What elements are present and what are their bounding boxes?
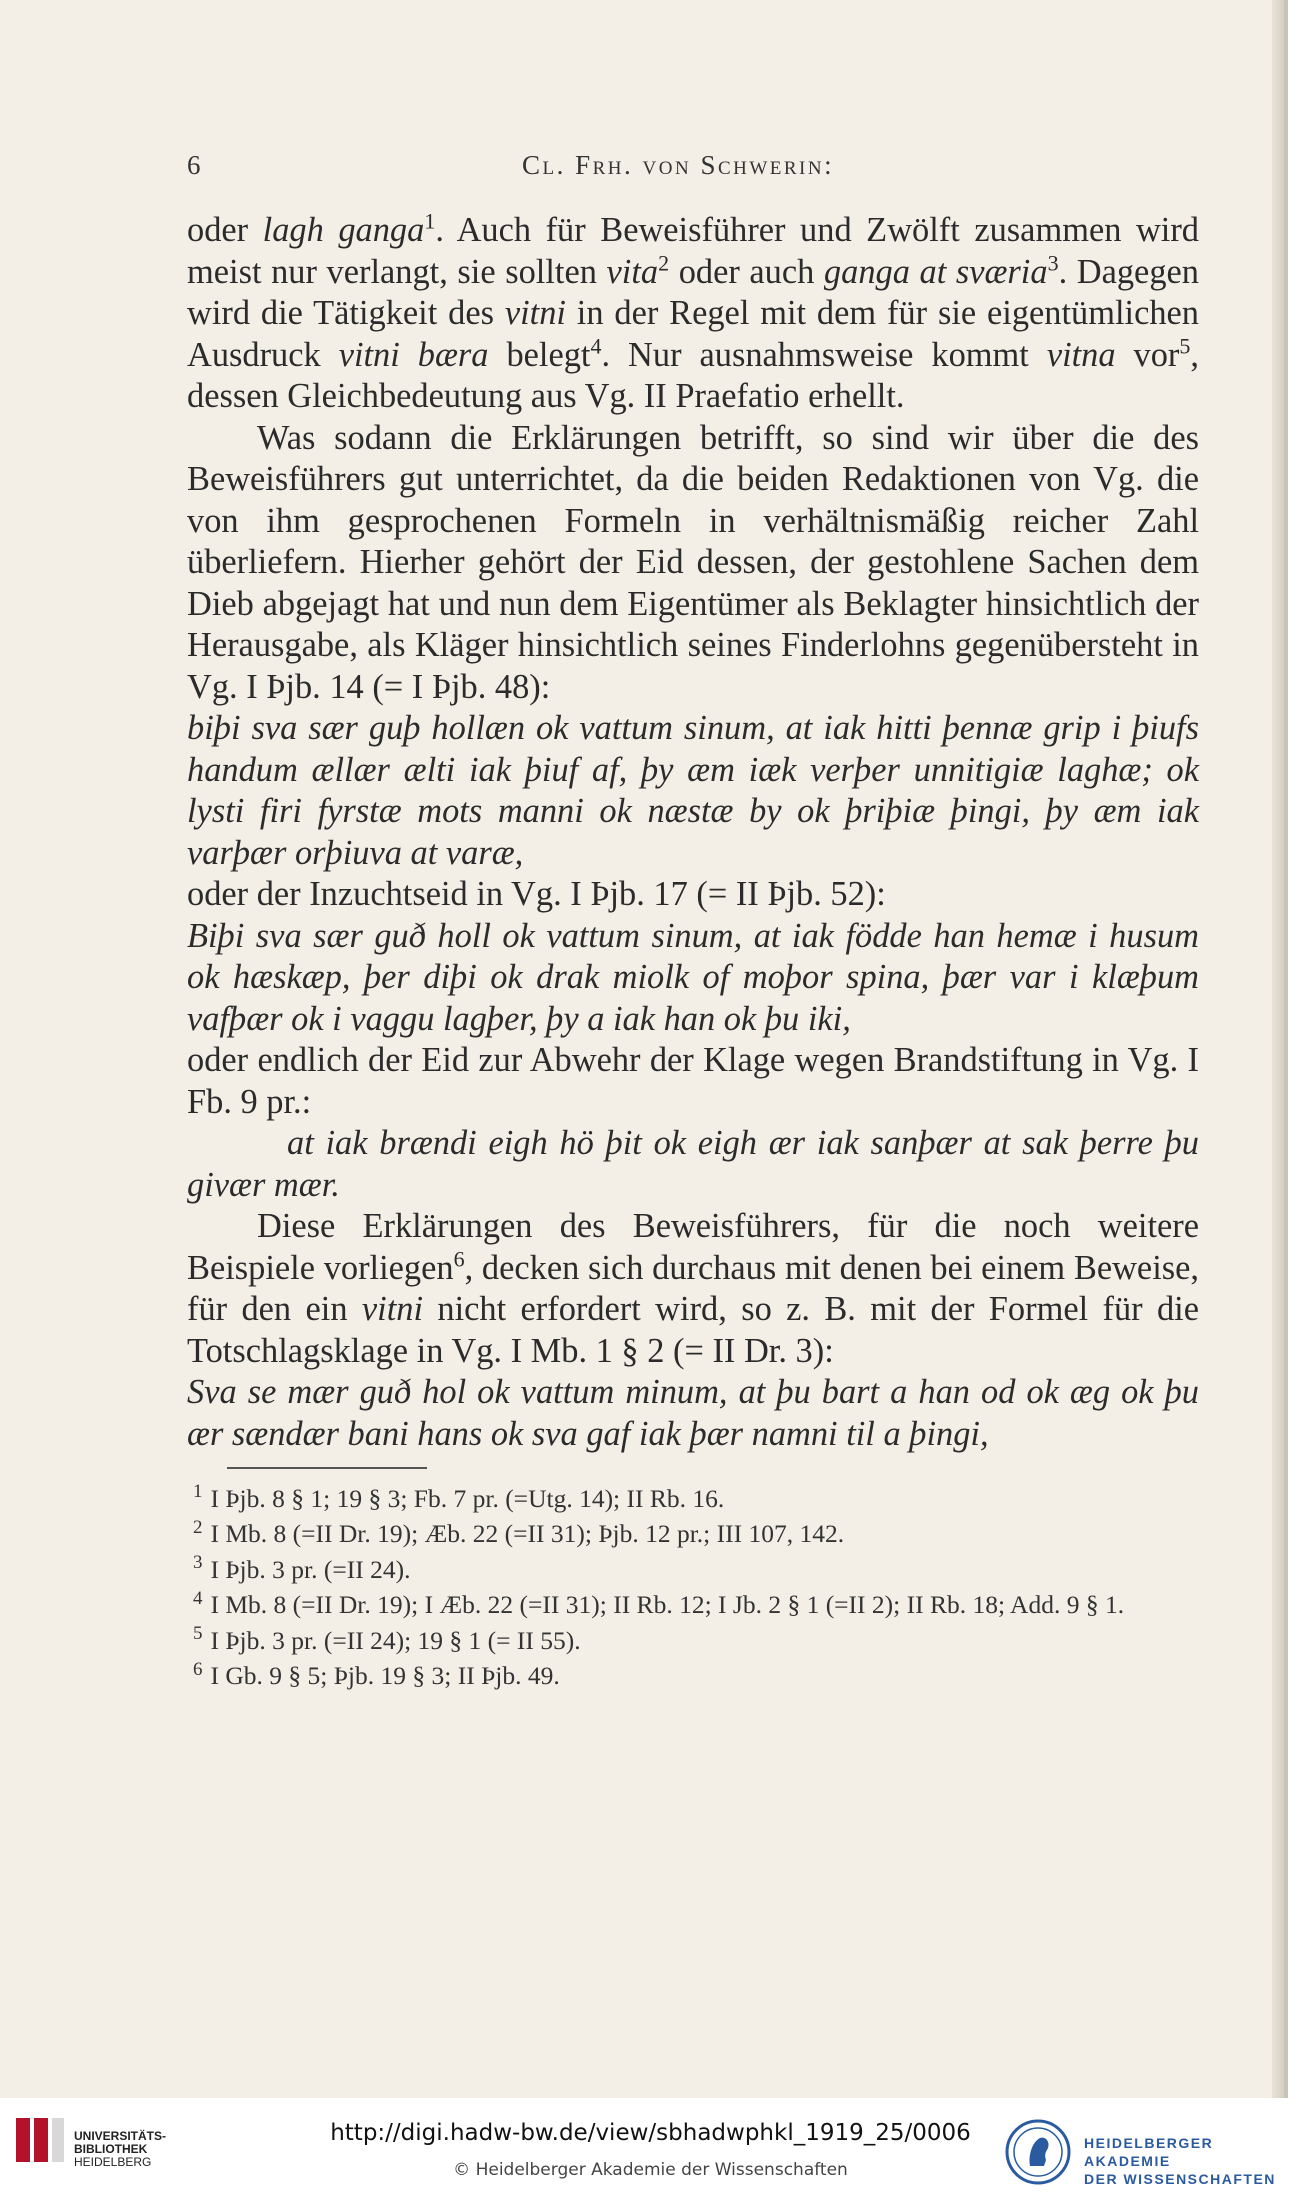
footnote: [187, 1623, 1199, 1659]
text-run: . Nur ausnahmsweise kommt: [601, 335, 1047, 374]
footnotes: [187, 1481, 1199, 1694]
footnote-mark: 3: [193, 1552, 203, 1573]
footnote-mark: 5: [193, 1623, 203, 1644]
term: lagh ganga: [262, 211, 425, 249]
permalink-url[interactable]: http://digi.hadw-bw.de/view/sbhadwphkl_1919_25/0006: [330, 2120, 971, 2146]
footnote-ref: 5: [1179, 333, 1191, 359]
academy-name: [1084, 2134, 1301, 2188]
footnote-text: I Þjb. 3 pr. (=II 24).: [210, 1554, 411, 1584]
text-run: . Auch für Beweisführer und Zwölft zusammen wird meist nur verlangt, sie sollten: [187, 211, 1199, 291]
footnote-text: I Gb. 9 § 5; Þjb. 19 § 3; II Þjb. 49.: [210, 1661, 560, 1690]
footnote-text: I Þjb. 8 § 1; 19 § 3; Fb. 7 pr. (=Utg. 14); II Rb. 16.: [210, 1483, 725, 1513]
text-run: in der Regel mit dem für sie eigentümlichen Ausdruck: [187, 294, 1199, 374]
body-text: [187, 210, 1199, 1694]
library-line: HEIDELBERG: [74, 2155, 152, 2169]
text-run: oder: [187, 211, 263, 249]
copyright-notice: © Heidelberger Akademie der Wissenschaften: [453, 2160, 848, 2180]
footnote: [187, 1481, 1199, 1517]
academy-line: DER WISSENSCHAFTEN: [1084, 2171, 1276, 2187]
footnote-mark: 2: [193, 1516, 203, 1538]
footnote-mark: 1: [193, 1481, 203, 1502]
term: vitni bæra: [338, 335, 489, 374]
academy-line: HEIDELBERGER AKADEMIE: [1084, 2135, 1214, 2169]
page-number: 6: [187, 150, 201, 180]
term: vitni: [504, 294, 566, 332]
text-run: vor: [1115, 335, 1180, 374]
text-run: oder auch: [669, 252, 824, 291]
footnote-ref: 3: [1047, 250, 1059, 276]
footnote-rule: [227, 1467, 427, 1469]
paragraph-3: oder der Inzuchtseid in Vg. I Þjb. 17 (= II Þjb. 52):: [187, 875, 886, 913]
footnote: [187, 1516, 1199, 1552]
footnote-text: I Mb. 8 (=II Dr. 19); I Æb. 22 (=II 31); II Rb. 12; I Jb. 2 § 1 (=II 2); II Rb. 18; Add. 9 § 1.: [210, 1590, 1125, 1619]
paragraph-4: oder endlich der Eid zur Abwehr der Klage wegen Brandstiftung in Vg. I Fb. 9 pr.:: [187, 1041, 1199, 1121]
paragraph-5: [187, 1206, 1199, 1372]
quote-2: Biþi sva sær guð holl ok vattum sinum, at iak födde han hemæ i husum ok hæskæp, þer diþi ok drak miolk of moþor spina, þær var i klæþum vafþær ok i vaggu lagþer, þy a iak han ok þu iki,: [187, 916, 1199, 1038]
running-title: Cl. Frh. von Schwerin:: [522, 150, 835, 180]
footnote-mark: 4: [193, 1587, 203, 1609]
text-run: , decken sich durchaus mit denen bei einem Beweise, für den ein: [187, 1248, 1199, 1328]
term: vita: [606, 252, 659, 291]
footnote-ref: 1: [424, 208, 436, 234]
text-run: belegt: [488, 335, 591, 374]
text-run: nicht erfordert wird, so z. B. mit der Formel für die Totschlagsklage in Vg. I Mb. 1 § 2 (= II Dr. 3):: [187, 1290, 1199, 1370]
paragraph-1: [187, 210, 1199, 418]
footnote: [187, 1587, 1199, 1623]
text-run: . Dagegen wird die Tätigkeit des: [187, 252, 1199, 332]
footnote-ref: 4: [590, 333, 602, 359]
viewer-footer: [0, 2098, 1301, 2200]
footnote: [187, 1552, 1199, 1588]
library-line: UNIVERSITÄTS-: [74, 2129, 167, 2143]
library-line: BIBLIOTHEK: [74, 2142, 148, 2156]
text-run: , dessen Gleichbedeutung aus Vg. II Praefatio erhellt.: [187, 335, 1199, 415]
footnote-ref: 2: [658, 250, 670, 276]
footnote-mark: 6: [193, 1658, 203, 1680]
footnote-ref: 6: [453, 1246, 465, 1272]
footnote-text: I Mb. 8 (=II Dr. 19); Æb. 22 (=II 31); Þjb. 12 pr.; III 107, 142.: [210, 1519, 845, 1548]
quote-1: biþi sva sær guþ hollæn ok vattum sinum, at iak hitti þennæ grip i þiufs handum ællær ælti iak þiuf af, þy æm iæk verþer unnitigiæ laghæ; ok lysti firi fyrstæ mots manni ok næstæ by ok þriþiæ þingi, þy æm iak varþær orþiuva at varæ,: [187, 709, 1199, 872]
footnote-text: I Þjb. 3 pr. (=II 24); 19 § 1 (= II 55).: [210, 1625, 581, 1655]
quote-3: at iak brændi eigh hö þit ok eigh ær iak sanþær at sak þerre þu givær mær.: [187, 1124, 1199, 1204]
term: ganga at sværia: [823, 252, 1048, 291]
academy-seal-icon: [1004, 2118, 1072, 2186]
text-run: Diese Erklärungen des Beweisführers, für die noch weitere Beispiele vorliegen: [187, 1207, 1199, 1287]
quote-4: Sva se mær guð hol ok vattum minum, at þu bart a han od ok æg ok þu ær sændær bani hans ok sva gaf iak þær namni til a þingi,: [187, 1373, 1199, 1453]
term: vitni: [361, 1290, 424, 1328]
term: vitna: [1046, 335, 1116, 374]
paragraph-2: Was sodann die Erklärungen betrifft, so sind wir über die des Beweisführers gut unterrichtet, da die beiden Redaktionen von Vg. die von ihm gesprochenen Formeln in verhältnismäßig reicher Zahl überliefern. Hierher gehört der Eid dessen, der gestohlene Sachen dem Dieb abgejagt hat und nun dem Eigentümer als Beklagter hinsichtlich der Herausgabe, als Kläger hinsichtlich seines Finderlohns gegenübersteht in Vg. I Þjb. 14 (= I Þjb. 48):: [187, 418, 1199, 706]
footnote: [187, 1658, 1199, 1694]
page-edge: [1272, 0, 1284, 2098]
